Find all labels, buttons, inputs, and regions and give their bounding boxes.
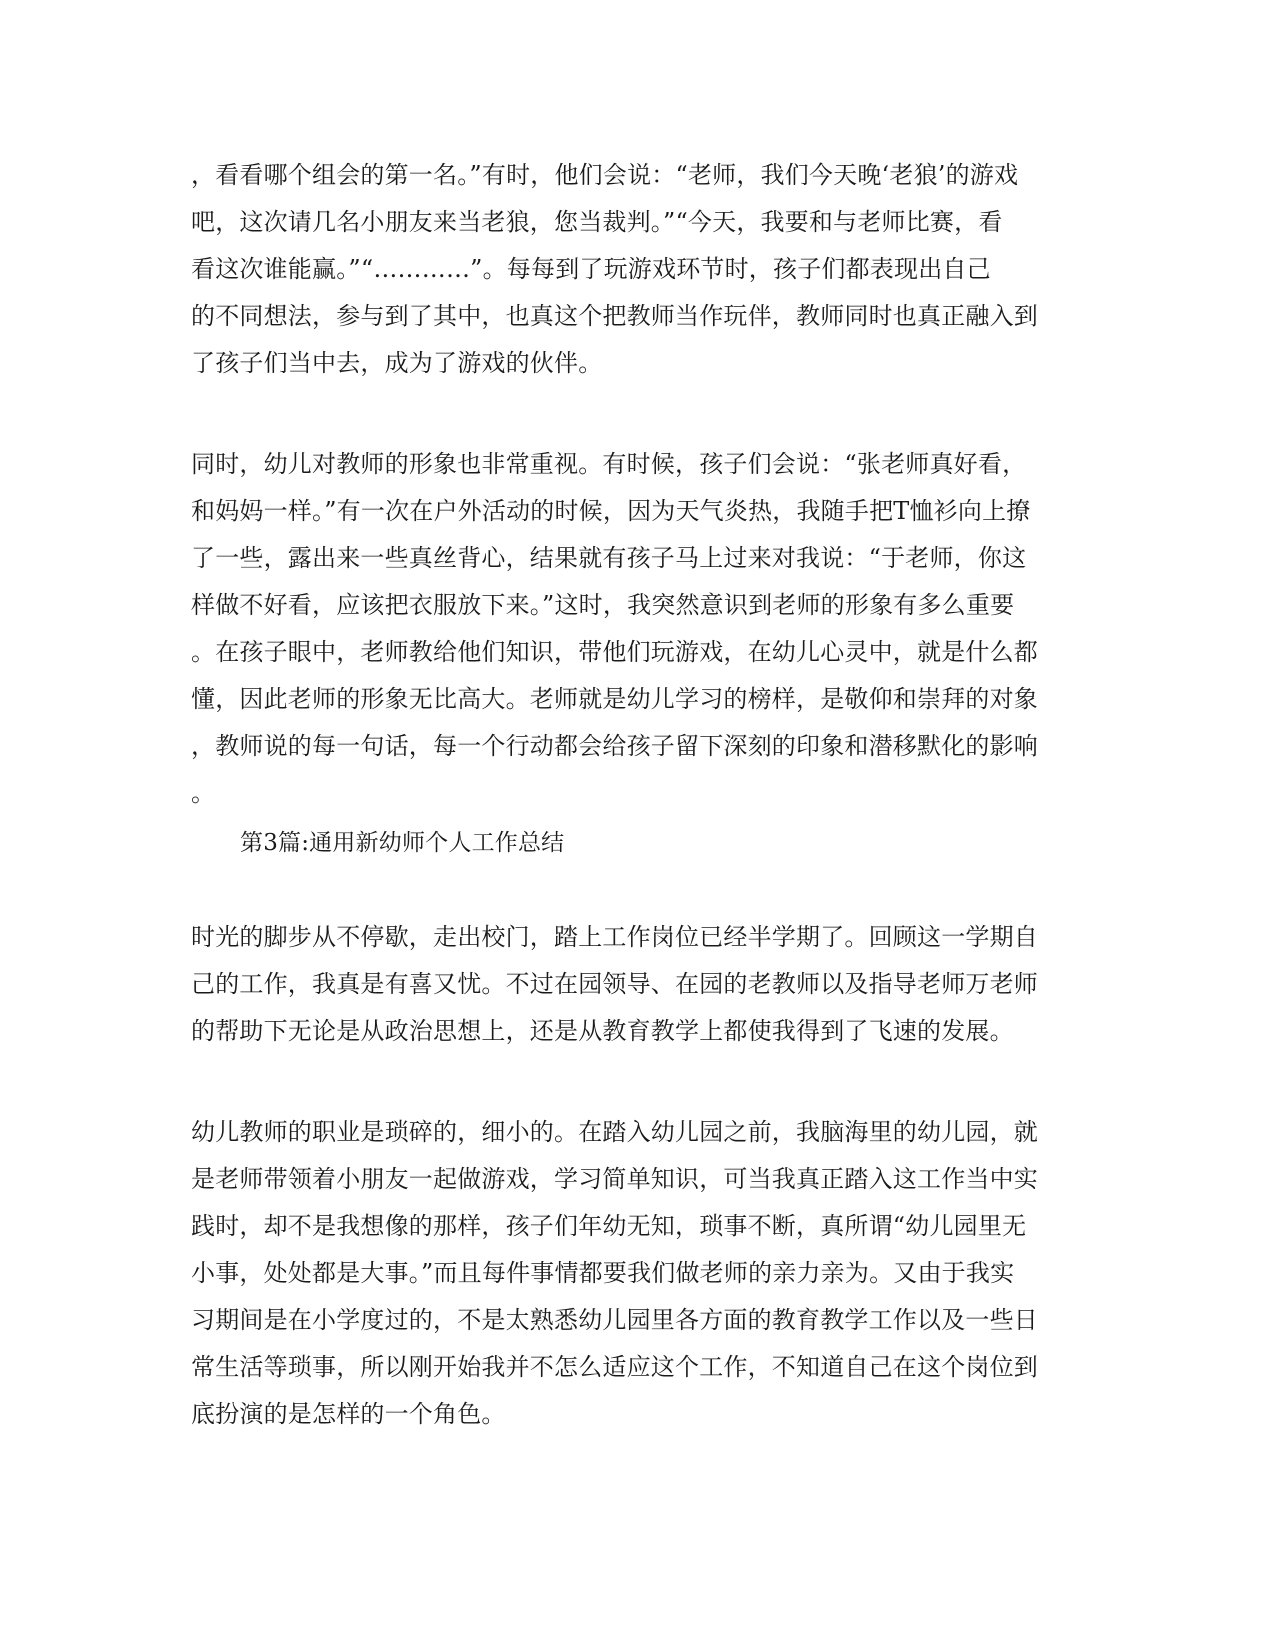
paragraph-3-line-2: 己的工作，我真是有喜又忧。不过在园领导、在园的老教师以及指导老师万老师 (191, 970, 1038, 998)
paragraph-4-line-3: 践时，却不是我想像的那样，孩子们年幼无知，琐事不断，真所谓“幼儿园里无 (191, 1212, 1027, 1240)
paragraph-4-line-4: 小事，处处都是大事。”而且每件事情都要我们做老师的亲力亲为。又由于我实 (191, 1259, 1015, 1287)
section-heading: 第3篇:通用新幼师个人工作总结 (240, 830, 565, 856)
paragraph-1-line-5: 了孩子们当中去，成为了游戏的伙伴。 (191, 349, 603, 377)
paragraph-1-line-3: 看这次谁能赢。”“…………”。每每到了玩游戏环节时，孩子们都表现出自己 (191, 255, 991, 283)
paragraph-2-line-1: 同时，幼儿对教师的形象也非常重视。有时候，孩子们会说：“张老师真好看， (191, 450, 1027, 478)
paragraph-2-line-3: 了一些，露出来一些真丝背心，结果就有孩子马上过来对我说：“于老师，你这 (191, 544, 1027, 572)
paragraph-2-line-5: 。在孩子眼中，老师教给他们知识，带他们玩游戏，在幼儿心灵中，就是什么都 (191, 638, 1038, 666)
paragraph-1-line-2: 吧，这次请几名小朋友来当老狼，您当裁判。”“今天，我要和与老师比赛，看 (191, 208, 1003, 236)
paragraph-2-line-2: 和妈妈一样。”有一次在户外活动的时候，因为天气炎热，我随手把T恤衫向上撩 (191, 497, 1031, 525)
paragraph-4-line-5: 习期间是在小学度过的，不是太熟悉幼儿园里各方面的教育教学工作以及一些日 (191, 1306, 1038, 1334)
paragraph-1-line-1: ，看看哪个组会的第一名。”有时，他们会说：“老师，我们今天晚‘老狼’的游戏 (191, 161, 1019, 189)
paragraph-2-line-8: 。 (191, 779, 216, 807)
paragraph-2-line-4: 样做不好看，应该把衣服放下来。”这时，我突然意识到老师的形象有多么重要 (191, 591, 1015, 619)
paragraph-3-line-3: 的帮助下无论是从政治思想上，还是从教育教学上都使我得到了飞速的发展。 (191, 1017, 1014, 1045)
paragraph-4-line-1: 幼儿教师的职业是琐碎的，细小的。在踏入幼儿园之前，我脑海里的幼儿园，就 (191, 1118, 1038, 1146)
paragraph-4-line-2: 是老师带领着小朋友一起做游戏，学习简单知识，可当我真正踏入这工作当中实 (191, 1165, 1038, 1193)
paragraph-4-line-7: 底扮演的是怎样的一个角色。 (191, 1400, 506, 1428)
paragraph-2-line-6: 懂，因此老师的形象无比高大。老师就是幼儿学习的榜样，是敬仰和崇拜的对象 (191, 685, 1038, 713)
paragraph-4-line-6: 常生活等琐事，所以刚开始我并不怎么适应这个工作，不知道自己在这个岗位到 (191, 1353, 1038, 1381)
paragraph-2-line-7: ，教师说的每一句话，每一个行动都会给孩子留下深刻的印象和潜移默化的影响 (191, 732, 1038, 760)
paragraph-1-line-4: 的不同想法，参与到了其中，也真这个把教师当作玩伴，教师同时也真正融入到 (191, 302, 1038, 330)
paragraph-3-line-1: 时光的脚步从不停歇，走出校门，踏上工作岗位已经半学期了。回顾这一学期自 (191, 923, 1038, 951)
